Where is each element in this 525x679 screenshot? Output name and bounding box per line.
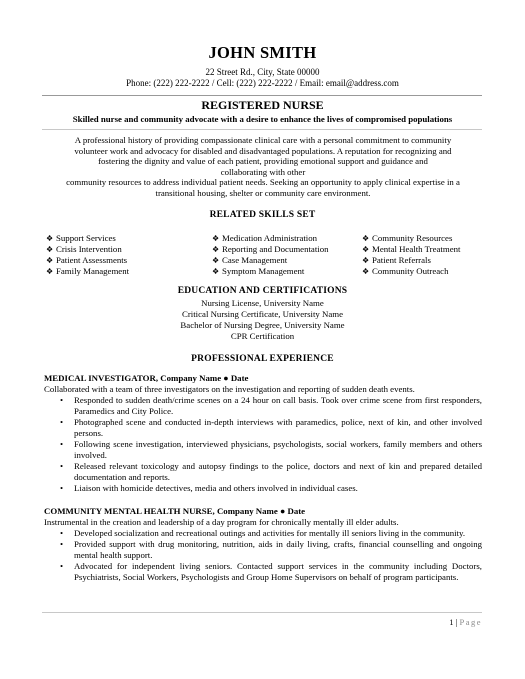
job-headline: REGISTERED NURSE: [201, 98, 324, 112]
list-item: • Advocated for independent living seniors. Contacted support services in the community including Doctors, Psychiatrists, Social Workers, Psychologists and Group Home Supervisors on behalf of program participants.: [60, 561, 482, 582]
summary-line: transitional housing, shelter or community care environment.: [155, 187, 371, 198]
education-item: CPR Certification: [230, 331, 295, 341]
skill-item: ❖ Symptom Management: [212, 266, 305, 276]
candidate-name: JOHN SMITH: [208, 43, 317, 62]
diamond-bullet-icon: ❖: [46, 245, 54, 254]
education-item: Critical Nursing Certificate, University Name: [182, 309, 343, 319]
skill-item: ❖ Family Management: [46, 266, 130, 276]
header-divider: [42, 95, 482, 96]
skill-item: ❖ Mental Health Treatment: [362, 244, 461, 254]
contact-line: Phone: (222) 222-2222 / Cell: (222) 222-2222 / Email: email@address.com: [126, 78, 399, 88]
diamond-bullet-icon: ❖: [212, 245, 220, 254]
diamond-bullet-icon: ❖: [362, 267, 370, 276]
professional-summary: [44, 135, 482, 199]
bullet-icon: •: [60, 439, 64, 449]
list-item: • Photographed scene and conducted in-depth interviews with paramedics, police, next of kin, and other involved persons.: [60, 417, 482, 438]
headline-subtitle: Skilled nurse and community advocate with a desire to enhance the lives of compromised populations: [72, 114, 453, 124]
skill-item: ❖ Crisis Intervention: [46, 244, 122, 254]
skills-column-3: [362, 233, 484, 277]
skill-item: ❖ Patient Referrals: [362, 255, 431, 265]
list-item: • Responded to sudden death/crime scenes on a 24 hour on call basis. Took over crime scene from first responders, Paramedics and City Police.: [60, 395, 482, 416]
skill-item: ❖ Medication Administration: [212, 233, 318, 243]
job-description: Collaborated with a team of three investigators on the investigation and reporting of sudden death events.: [44, 384, 415, 394]
page-number: 1: [449, 617, 454, 627]
diamond-bullet-icon: ❖: [212, 234, 220, 243]
skills-heading: RELATED SKILLS SET: [209, 210, 316, 220]
list-item: • Released relevant toxicology and autopsy findings to the police, doctors and next of kin and prepared detailed documentation and reports.: [60, 461, 482, 482]
headline-divider: [42, 129, 482, 130]
education-item: Bachelor of Nursing Degree, University Name: [180, 320, 345, 330]
education-heading: EDUCATION AND CERTIFICATIONS: [177, 286, 348, 296]
list-item: • Following scene investigation, interviewed physicians, psychologists, social workers, family members and others involved.: [60, 439, 482, 460]
page-label: Page: [459, 617, 482, 627]
job-bullets: [60, 395, 482, 494]
bullet-icon: •: [60, 417, 64, 427]
diamond-bullet-icon: ❖: [46, 234, 54, 243]
diamond-bullet-icon: ❖: [46, 256, 54, 265]
diamond-bullet-icon: ❖: [362, 256, 370, 265]
skill-item: ❖ Patient Assessments: [46, 255, 128, 265]
skills-column-2: [212, 233, 362, 277]
diamond-bullet-icon: ❖: [362, 234, 370, 243]
bullet-icon: •: [60, 528, 64, 538]
diamond-bullet-icon: ❖: [212, 256, 220, 265]
page-footer: [320, 617, 482, 627]
bullet-icon: •: [60, 461, 64, 471]
job-bullets: [60, 528, 482, 583]
skill-item: ❖ Case Management: [212, 255, 288, 265]
address-line: 22 Street Rd., City, State 00000: [205, 67, 320, 77]
job-title: COMMUNITY MENTAL HEALTH NURSE, Company Name ● Date: [44, 506, 306, 516]
skill-item: ❖ Reporting and Documentation: [212, 244, 329, 254]
footer-divider: [42, 612, 482, 613]
summary-line: A professional history of providing compassionate clinical care with a personal commitment to community: [74, 135, 452, 145]
skills-column-1: [46, 233, 206, 277]
job-description: Instrumental in the creation and leadership of a day program for chronically mentally ill elder adults.: [44, 517, 399, 527]
skill-item: ❖ Support Services: [46, 233, 116, 243]
summary-line: collaborating with other: [220, 166, 306, 177]
experience-heading: PROFESSIONAL EXPERIENCE: [191, 354, 334, 364]
education-item: Nursing License, University Name: [201, 298, 324, 308]
summary-line: volunteer work and advocacy for disabled and disadvantaged populations. A reputation for recognizing and: [74, 145, 452, 156]
skill-item: ❖ Community Outreach: [362, 266, 449, 276]
footer-separator: |: [455, 617, 458, 627]
summary-line: fostering the dignity and value of each patient, providing emotional support and guidance and: [98, 156, 428, 167]
diamond-bullet-icon: ❖: [46, 267, 54, 276]
list-item: • Liaison with homicide detectives, media and others involved in individual cases.: [60, 483, 358, 493]
skill-item: ❖ Community Resources: [362, 233, 453, 243]
list-item: • Developed socialization and recreational outings and activities for mentally ill seniors living in the community.: [60, 528, 466, 538]
diamond-bullet-icon: ❖: [362, 245, 370, 254]
job-title: MEDICAL INVESTIGATOR, Company Name ● Date: [44, 373, 249, 383]
diamond-bullet-icon: ❖: [212, 267, 220, 276]
education-list: [0, 298, 525, 342]
list-item: • Provided support with drug monitoring, nutrition, aids in daily living, crafts, financial counselling and ongoing mental health support.: [60, 539, 482, 560]
bullet-icon: •: [60, 483, 64, 493]
bullet-icon: •: [60, 539, 64, 549]
summary-line: community resources to address individual patient needs. Seeking an opportunity to apply clinical expertise in a: [66, 177, 460, 188]
bullet-icon: •: [60, 395, 64, 405]
bullet-icon: •: [60, 561, 64, 571]
